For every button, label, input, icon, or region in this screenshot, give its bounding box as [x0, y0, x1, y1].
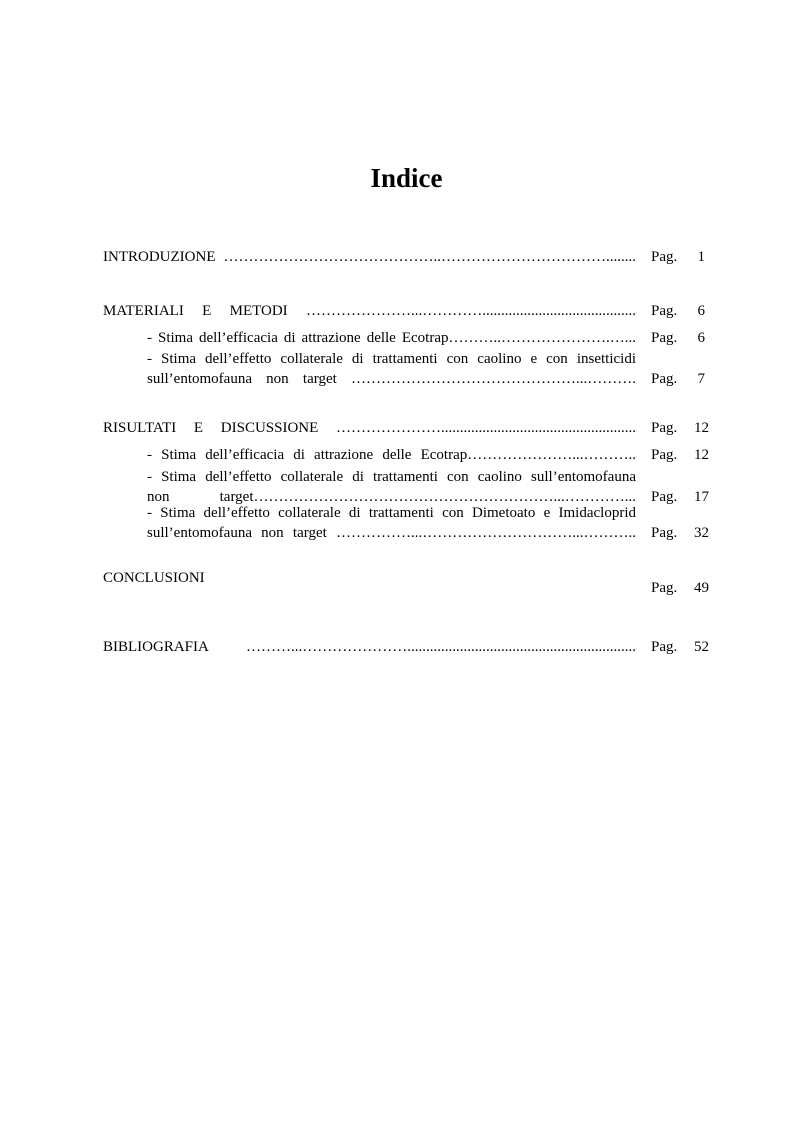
toc-subentry-caolino-insetticidi: - Stima dell’effetto collaterale di trattamenti con caolino e con insetticidi [147, 351, 636, 367]
page-title: Indice [370, 163, 443, 193]
toc-subentry-caolino-insetticidi-cont: sull’entomofauna non target ………………………………………...………. [147, 371, 636, 387]
toc-pag-label: Pag. [651, 639, 678, 655]
toc-entry-conclusioni: CONCLUSIONI [103, 570, 205, 586]
toc-page-number: 32 [694, 525, 709, 541]
toc-entry-risultati-e-discussione: RISULTATI E DISCUSSIONE ………………….................................................... [103, 420, 636, 436]
toc-page-number: 1 [697, 249, 705, 265]
toc-page-number: 6 [697, 303, 705, 319]
toc-subentry-caolino-results-cont: non target……………………………………………………...…………... [147, 489, 636, 505]
toc-pag-label: Pag. [651, 420, 678, 436]
toc-page-number: 52 [694, 639, 709, 655]
toc-entry-introduzione: INTRODUZIONE ……………………………………..……………………………........ [103, 249, 636, 265]
toc-page-number: 12 [694, 447, 709, 463]
toc-subentry-ecotrap: - Stima dell’efficacia di attrazione delle Ecotrap………..………………….…... [147, 330, 636, 346]
toc-subentry-dimetoato-imidacloprid-cont: sull’entomofauna non target ……………...…………………………...……….. [147, 525, 636, 541]
toc-page-number: 12 [694, 420, 709, 436]
toc-pag-label: Pag. [651, 489, 678, 505]
toc-page-number: 6 [697, 330, 705, 346]
toc-entry-materiali-e-metodi: MATERIALI E METODI …………………...…………......................................... [103, 303, 636, 319]
toc-pag-label: Pag. [651, 330, 678, 346]
toc-pag-label: Pag. [651, 249, 678, 265]
toc-pag-label: Pag. [651, 371, 678, 387]
toc-pag-label: Pag. [651, 303, 678, 319]
toc-entry-bibliografia: BIBLIOGRAFIA ………...…………………............................................................. [103, 639, 636, 655]
toc-subentry-ecotrap-results: - Stima dell’efficacia di attrazione delle Ecotrap…………………...……….. [147, 447, 636, 463]
toc-page-number: 17 [694, 489, 709, 505]
toc-pag-label: Pag. [651, 447, 678, 463]
toc-subentry-dimetoato-imidacloprid: - Stima dell’effetto collaterale di trattamenti con Dimetoato e Imidacloprid [147, 505, 636, 521]
toc-pag-label: Pag. [651, 580, 678, 596]
toc-subentry-caolino-results: - Stima dell’effetto collaterale di trattamenti con caolino sull’entomofauna [147, 469, 636, 485]
toc-page-number: 49 [694, 580, 709, 596]
toc-pag-label: Pag. [651, 525, 678, 541]
toc-page-number: 7 [697, 371, 705, 387]
